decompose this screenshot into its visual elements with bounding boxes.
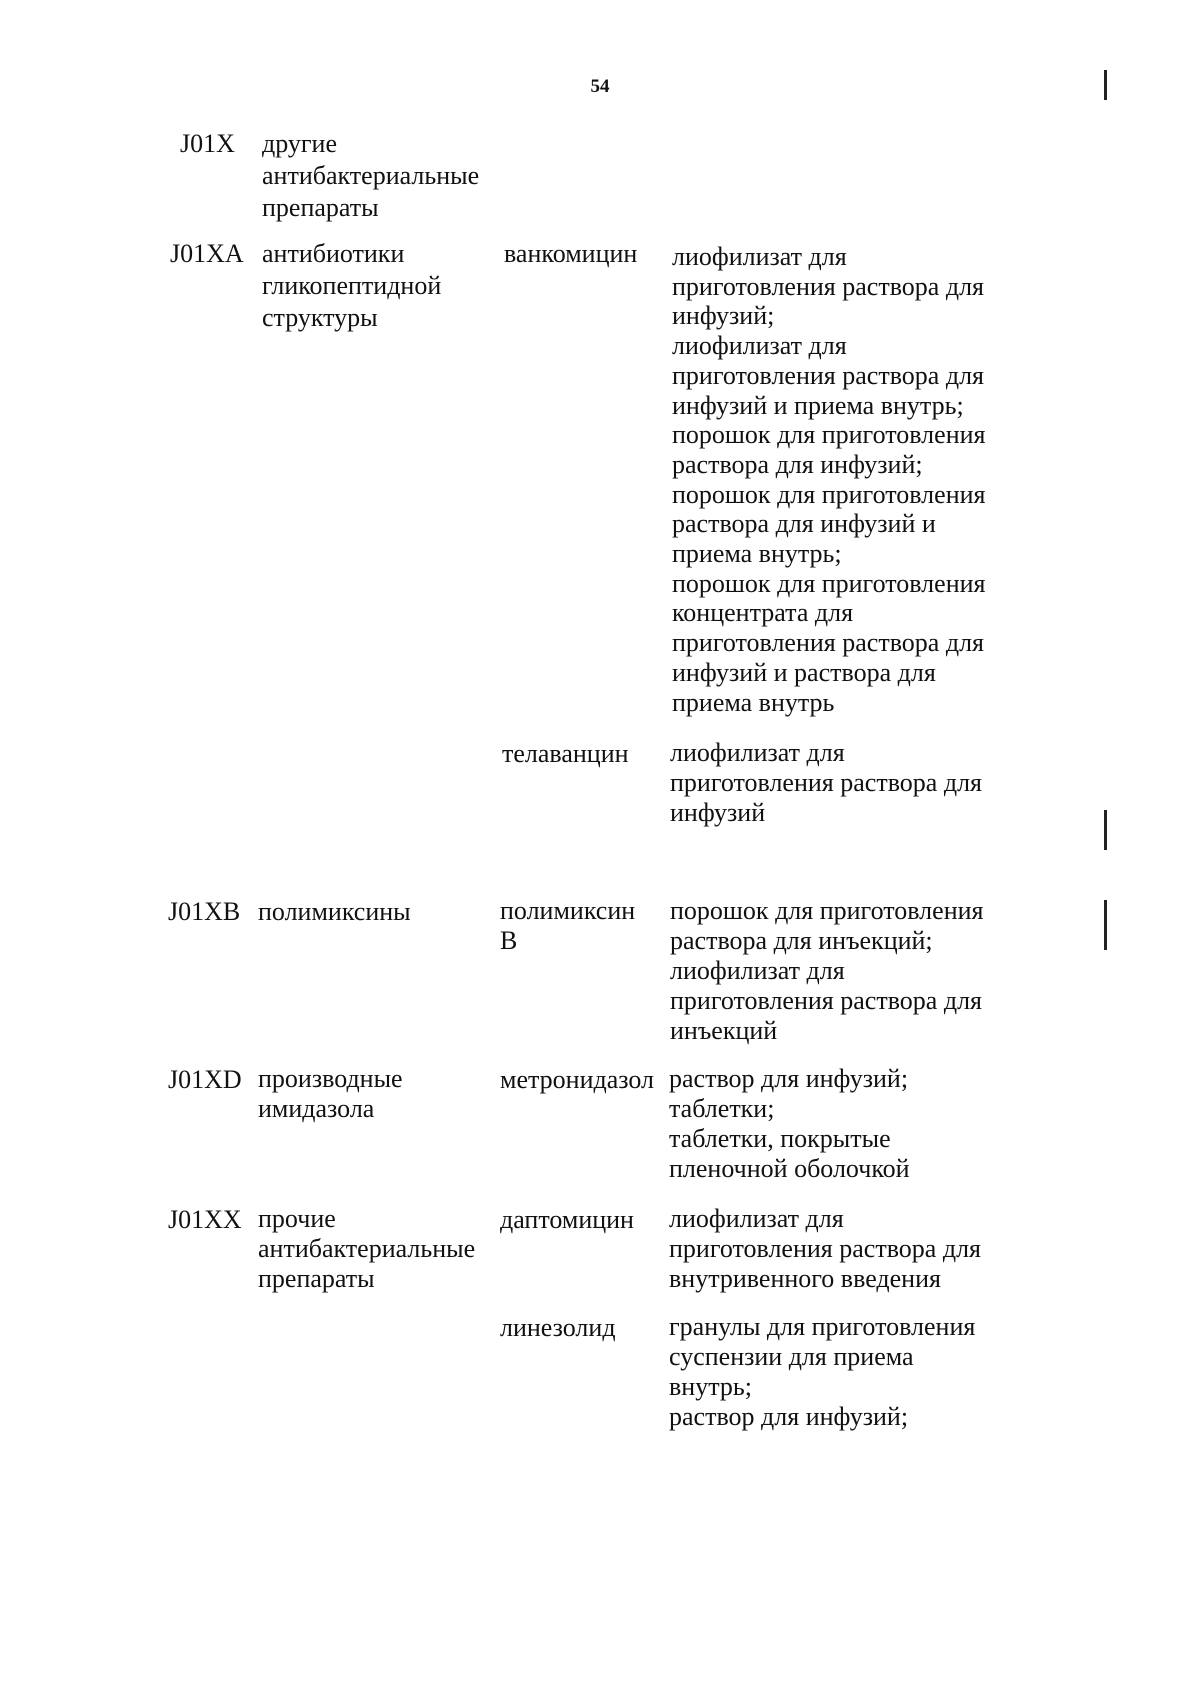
form-line: раствора для инфузий;: [672, 449, 923, 479]
group-line: имидазола: [258, 1094, 375, 1123]
dosage-forms: [670, 738, 1060, 828]
form-line: раствора для инфузий и: [672, 509, 936, 539]
drug-line: даптомицин: [500, 1205, 634, 1234]
form-line: концентрата для: [672, 598, 854, 628]
form-line: раствор для инфузий;: [669, 1064, 909, 1093]
form-line: лиофилизат для: [672, 331, 847, 361]
drug-line: метронидазол: [500, 1065, 655, 1094]
drug-line: линезолид: [500, 1313, 616, 1342]
drug-name: [500, 1204, 670, 1236]
drug-line: B: [500, 926, 518, 955]
form-line: суспензии для приема: [669, 1342, 914, 1371]
form-line: лиофилизат для: [669, 1204, 844, 1233]
group-line: прочие: [258, 1204, 336, 1233]
form-line: таблетки, покрытые: [669, 1124, 891, 1153]
atc-group-name: [258, 896, 508, 928]
group-line: гликопептидной: [262, 271, 442, 300]
group-line: антибиотики: [262, 239, 405, 268]
form-line: инфузий и раствора для: [672, 657, 936, 687]
dosage-forms: [672, 242, 1062, 717]
atc-code: J01XA: [170, 239, 244, 268]
dosage-forms: [669, 1064, 1059, 1184]
form-line: инфузий и приема внутрь;: [672, 390, 964, 420]
form-line: раствора для инъекций;: [670, 926, 933, 955]
drug-line: телаванцин: [502, 739, 629, 768]
form-line: инфузий;: [672, 301, 775, 331]
form-line: приема внутрь;: [672, 539, 842, 569]
atc-group-name: [262, 128, 512, 224]
form-line: порошок для приготовления: [672, 568, 986, 598]
scan-edge-mark: [1104, 900, 1107, 950]
form-line: приготовления раствора для: [672, 360, 984, 390]
form-line: приготовления раствора для: [672, 271, 984, 301]
atc-group-name: [258, 1204, 508, 1294]
scan-edge-mark: [1104, 70, 1107, 100]
atc-code: J01XX: [168, 1205, 242, 1234]
form-line: таблетки;: [669, 1094, 775, 1123]
form-line: внутрь;: [669, 1372, 752, 1401]
form-line: приготовления раствора для: [672, 628, 984, 658]
drug-line: ванкомицин: [504, 239, 638, 268]
form-line: порошок для приготовления: [670, 896, 984, 925]
atc-code: J01XB: [168, 897, 241, 926]
atc-code: J01XD: [168, 1065, 242, 1094]
dosage-forms: [669, 1204, 1059, 1294]
dosage-forms: [670, 896, 1060, 1046]
group-line: другие: [262, 129, 338, 158]
atc-group-name: [258, 1064, 508, 1124]
dosage-forms: [669, 1312, 1059, 1432]
group-line: антибактериальные: [258, 1234, 476, 1263]
form-line: гранулы для приготовления: [669, 1312, 976, 1341]
form-line: инъекций: [670, 1016, 778, 1045]
form-line: инфузий: [670, 798, 766, 827]
group-line: производные: [258, 1064, 403, 1093]
form-line: лиофилизат для: [672, 242, 847, 271]
page-number: 54: [590, 76, 610, 97]
atc-group-name: [262, 238, 512, 334]
drug-name: [500, 896, 670, 956]
drug-name: [502, 738, 672, 770]
form-line: раствор для инфузий;: [669, 1402, 909, 1431]
form-line: лиофилизат для: [670, 738, 845, 767]
scan-edge-mark: [1104, 810, 1107, 850]
drug-name: [500, 1064, 670, 1096]
form-line: пленочной оболочкой: [669, 1154, 910, 1183]
drug-name: [504, 238, 674, 270]
atc-code: J01X: [180, 129, 235, 158]
form-line: приготовления раствора для: [670, 986, 982, 1015]
group-line: препараты: [262, 193, 379, 222]
form-line: порошок для приготовления: [672, 420, 986, 450]
form-line: приготовления раствора для: [669, 1234, 981, 1263]
form-line: порошок для приготовления: [672, 479, 986, 509]
group-line: препараты: [258, 1264, 375, 1293]
group-line: структуры: [262, 303, 378, 332]
form-line: приготовления раствора для: [670, 768, 982, 797]
form-line: лиофилизат для: [670, 956, 845, 985]
form-line: внутривенного введения: [669, 1264, 941, 1293]
group-line: антибактериальные: [262, 161, 480, 190]
group-line: полимиксины: [258, 897, 411, 926]
drug-name: [500, 1312, 670, 1344]
drug-line: полимиксин: [500, 896, 636, 925]
form-line: приема внутрь: [672, 687, 835, 717]
